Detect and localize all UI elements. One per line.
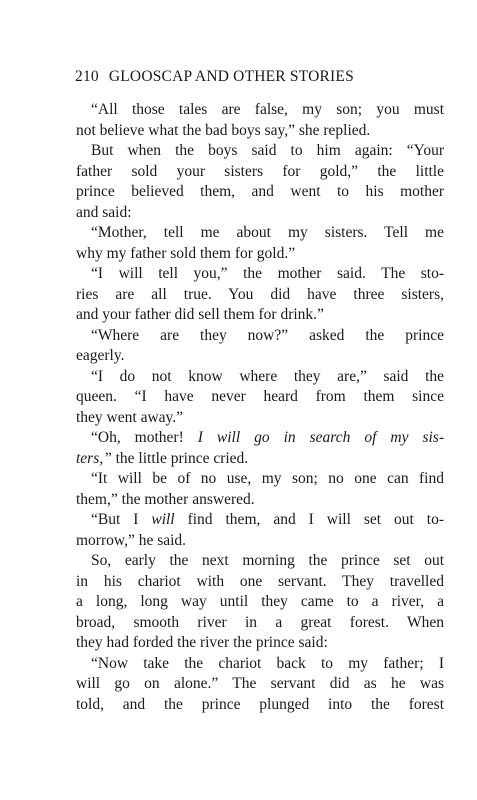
- text-line: [76, 264, 444, 285]
- text-line: [76, 572, 444, 593]
- running-title: GLOOSCAP AND OTHER STORIES: [108, 68, 354, 85]
- line-text: they had forded the river the prince said:: [76, 634, 328, 651]
- line-text: “All those tales are false, my son; you must: [91, 101, 444, 118]
- line-text: So, early the next morning the prince set out: [91, 552, 444, 569]
- text-line: [76, 592, 444, 613]
- line-text: queen. “I have never heard from them since: [76, 388, 444, 405]
- text-line: [76, 182, 444, 203]
- line-text: “Where are they now?” asked the prince: [91, 326, 444, 344]
- italic-text: will: [151, 511, 175, 528]
- text-body: [76, 100, 444, 715]
- line-text: broad, smooth river in a great forest. When: [76, 613, 444, 631]
- text-line: [76, 408, 444, 429]
- line-text: find them, and I will set out to-: [174, 511, 445, 528]
- page-number: 210: [75, 68, 99, 85]
- line-text: they went away.”: [76, 408, 184, 426]
- text-line: [76, 346, 444, 367]
- text-line: [76, 674, 444, 695]
- line-text: them,” the mother answered.: [76, 490, 255, 508]
- text-line: [76, 367, 444, 388]
- text-line: [76, 100, 444, 121]
- text-line: [76, 510, 444, 531]
- text-line: [76, 449, 444, 470]
- text-line: [76, 654, 444, 675]
- text-line: [76, 162, 444, 183]
- line-text: ries are all true. You did have three sisters,: [76, 285, 444, 303]
- text-line: [76, 223, 444, 244]
- line-text: “I will tell you,” the mother said. The sto-: [91, 265, 444, 282]
- running-header: [75, 68, 354, 86]
- text-line: [76, 428, 444, 449]
- line-text: why my father sold them for gold.”: [76, 244, 296, 262]
- line-text: a long, long way until they came to a river, a: [76, 593, 444, 610]
- line-text: not believe what the bad boys say,” she replied.: [76, 121, 371, 139]
- line-text: father sold your sisters for gold,” the little: [76, 162, 444, 180]
- text-line: [76, 141, 444, 162]
- line-text: eagerly.: [76, 347, 125, 364]
- text-line: [76, 613, 444, 634]
- text-line: [76, 121, 444, 142]
- text-line: [76, 551, 444, 572]
- text-line: [76, 490, 444, 511]
- line-text: prince believed them, and went to his mother: [76, 183, 444, 200]
- line-text: morrow,” he said.: [76, 531, 187, 549]
- line-text: told, and the prince plunged into the forest: [76, 695, 444, 713]
- line-text: But when the boys said to him again: “Your: [91, 142, 444, 159]
- line-text: “It will be of no use, my son; no one can find: [91, 470, 444, 487]
- line-text: “But I: [91, 511, 152, 528]
- line-text: “Now take the chariot back to my father; I: [91, 654, 444, 672]
- line-text: and your father did sell them for drink.”: [76, 306, 324, 323]
- line-text: in his chariot with one servant. They travelled: [76, 572, 444, 590]
- line-text: will go on alone.” The servant did as he was: [76, 675, 444, 692]
- text-line: [76, 285, 444, 306]
- text-line: [76, 469, 444, 490]
- italic-text: I will go in search of my sis-: [197, 429, 444, 446]
- text-line: [76, 305, 444, 326]
- text-line: [76, 531, 444, 552]
- line-text: and said:: [76, 203, 132, 221]
- text-line: [76, 203, 444, 224]
- text-line: [76, 695, 444, 716]
- italic-text: ters,”: [76, 449, 112, 467]
- text-line: [76, 387, 444, 408]
- line-text: “Mother, tell me about my sisters. Tell me: [91, 224, 444, 241]
- text-line: [76, 633, 444, 654]
- line-text: “Oh, mother!: [91, 429, 198, 446]
- line-text: “I do not know where they are,” said the: [91, 367, 444, 385]
- line-text: the little prince cried.: [111, 449, 249, 467]
- text-line: [76, 326, 444, 347]
- text-line: [76, 244, 444, 265]
